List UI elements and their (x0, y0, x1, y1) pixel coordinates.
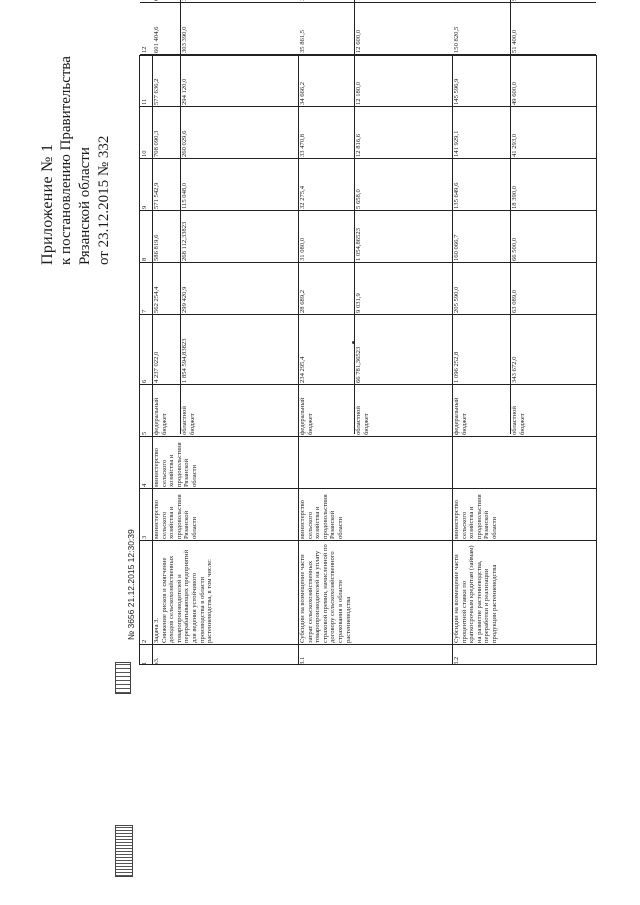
funding-value-cell: 294 120,0 (181, 78, 188, 105)
funding-value-cell: 562 254,4 (153, 286, 160, 313)
funding-value-cell: 268 112,33823 (181, 221, 188, 261)
funding-value-cell (453, 0, 509, 1)
funding-value-cell: 63 089,0 (511, 289, 518, 313)
funding-value-cell: 135 649,6 (453, 182, 460, 209)
responsible-executor-cell: министерство сельского хозяйства и продовольствия Рязанской области (453, 494, 498, 539)
funding-value-cell: 601 404,6 (153, 26, 160, 53)
funding-value-cell: федеральный бюджет (299, 397, 314, 435)
funding-value-cell: 18 390,0 (511, 185, 518, 209)
funding-value-cell: 343 672,0 (511, 356, 518, 383)
barcode-stamp (115, 825, 133, 877)
funding-value-cell: 577 636,2 (153, 78, 160, 105)
document-header (38, 0, 148, 265)
column-number-13 (141, 0, 151, 1)
column-number-6: 6 (141, 379, 148, 383)
funding-value-cell (153, 0, 179, 1)
barcode-mark (115, 662, 131, 694)
funding-value-cell: 12 180,0 (355, 81, 362, 105)
funding-value-cell: областной бюджет (511, 406, 526, 435)
funding-value-cell: 115 048,0 (181, 182, 188, 209)
decree-date: от 23.12.2015 № 332 (96, 135, 112, 265)
funding-value-cell: 1 096 252,8 (453, 351, 460, 383)
task-description-cell: Задача 3. Снижение рисков и смягчение доходов сельскохозяйственных товаропроизводителей и перерабатывающих предприятий для ведения устойчивого производства в области растениеводства, в том числе: (153, 549, 214, 643)
funding-value-cell: 708 090,3 (153, 130, 160, 157)
column-number-9: 9 (141, 205, 148, 209)
column-number-8: 8 (141, 257, 148, 261)
funding-value-cell: 33 470,8 (299, 133, 306, 157)
funding-value-cell: 1 854 594,83823 (181, 338, 188, 383)
decree-reference: к постановлению Правительства (58, 56, 74, 265)
coexecutor-cell (453, 437, 597, 487)
funding-value-cell: 49 600,0 (511, 81, 518, 105)
column-number-4: 4 (141, 483, 148, 487)
responsible-executor-cell: министерство сельского хозяйства и продовольствия Рязанской области (299, 494, 344, 539)
column-number-11: 11 (141, 98, 148, 105)
appendix-title: Приложение № 1 (39, 143, 56, 265)
coexecutor-cell (299, 437, 451, 487)
funding-value-cell: областной бюджет (355, 406, 370, 435)
funding-value-cell: 5 658,0 (355, 189, 362, 209)
region-name: Рязанской области (77, 147, 93, 265)
column-number-3: 3 (141, 535, 148, 539)
funding-value-cell: 12 816,6 (355, 133, 362, 157)
funding-value-cell: 51 400,0 (511, 29, 518, 53)
funding-value-cell: 234 295,4 (299, 356, 306, 383)
funding-value-cell: 145 596,9 (453, 78, 460, 105)
column-number-7: 7 (141, 309, 148, 313)
funding-value-cell (511, 0, 597, 1)
funding-value-cell: 299 420,9 (181, 286, 188, 313)
task-description-cell: Субсидии на возмещение части процентной ставки по краткосрочным кредитам (займам) на развитие растениеводства, переработки и реализации продукции растениеводства (453, 545, 498, 643)
funding-value-cell: 34 666,2 (299, 81, 306, 105)
funding-value-cell: 12 600,0 (355, 29, 362, 53)
funding-value-cell: 205 590,0 (453, 286, 460, 313)
row-number-cell: з3. (153, 657, 160, 665)
funding-value-cell: 66 500,0 (511, 237, 518, 261)
funding-value-cell (355, 0, 451, 1)
funding-value-cell: 35 861,5 (299, 29, 306, 53)
funding-value-cell: 32 275,4 (299, 185, 306, 209)
funding-value-cell: 586 819,6 (153, 234, 160, 261)
registration-number: № 3656 21.12.2015 12:30:39 (126, 529, 136, 640)
row-number-cell: 3.2 (453, 656, 460, 665)
budget-table (139, 26, 597, 665)
funding-value-cell: областной бюджет (181, 406, 196, 435)
funding-value-cell: 571 542,9 (153, 182, 160, 209)
funding-value-cell: 1 054,86523 (355, 228, 362, 261)
funding-value-cell: 28 689,2 (299, 289, 306, 313)
funding-value-cell: 4 237 022,0 (153, 351, 160, 383)
funding-value-cell: федеральный бюджет (153, 397, 168, 435)
funding-value-cell: 141 929,1 (453, 130, 460, 157)
funding-value-cell: 66 781,36523 (355, 346, 362, 383)
funding-value-cell: 260 029,6 (181, 130, 188, 157)
column-number-10: 10 (141, 150, 148, 157)
task-description-cell: Субсидии на возмещение части затрат сельскохозяйственных товаропроизводителей на уплату страховой премии, начисленной по договору сельскохозяйственного страхования в области растениеводства (299, 544, 352, 643)
coexecutor-cell: министерство сельского хозяйства и продовольствия Рязанской области (153, 442, 198, 487)
funding-value-cell: 160 066,7 (453, 234, 460, 261)
column-number-1: 1 (141, 661, 148, 665)
funding-value-cell: 41 293,0 (511, 133, 518, 157)
column-number-12: 12 (141, 46, 148, 53)
funding-value-cell: 150 820,5 (453, 26, 460, 53)
column-number-5: 5 (141, 431, 148, 435)
column-number-2: 2 (141, 639, 148, 643)
funding-value-cell (181, 0, 297, 1)
row-number-cell: 3.1 (299, 656, 306, 665)
funding-value-cell: 31 080,0 (299, 237, 306, 261)
funding-value-cell: 9 031,9 (355, 293, 362, 313)
funding-value-cell (299, 0, 353, 1)
responsible-executor-cell: министерство сельского хозяйства и продовольствия Рязанской области (153, 494, 198, 539)
funding-value-cell: федеральный бюджет (453, 397, 468, 435)
funding-value-cell: 303 390,0 (181, 26, 188, 53)
